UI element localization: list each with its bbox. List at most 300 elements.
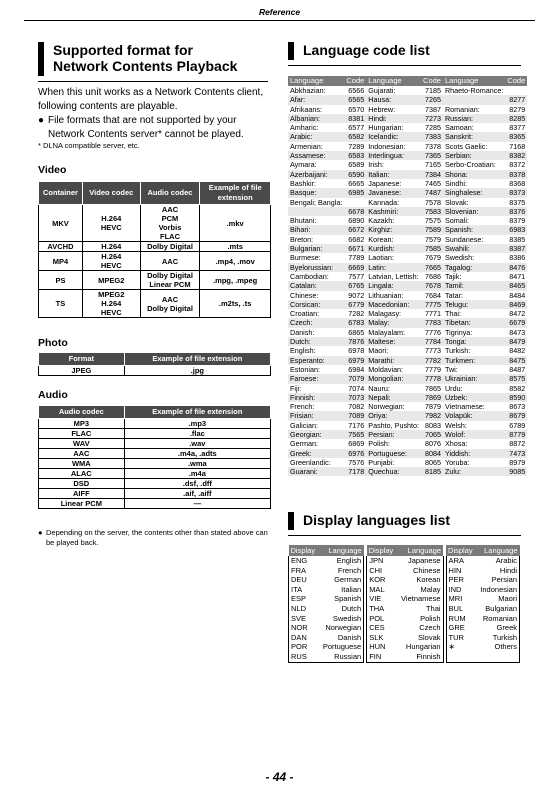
table-row xyxy=(288,318,527,327)
display-code: BUL xyxy=(446,604,476,614)
table-row xyxy=(288,216,527,225)
language-code: 6789 xyxy=(509,420,526,430)
language-code: 7686 xyxy=(424,271,441,281)
language-code: 7789 xyxy=(348,253,365,263)
display-language: Arabic xyxy=(476,556,519,566)
table-cell: JPEG xyxy=(39,366,125,376)
language-name: Macedonian: xyxy=(366,300,421,309)
language-name: Faroese: xyxy=(288,374,344,383)
language-code xyxy=(344,198,366,207)
table-row xyxy=(289,585,520,595)
language-name: Corsican: xyxy=(288,300,344,309)
display-language: English xyxy=(319,556,364,566)
heading-bar xyxy=(288,42,294,60)
language-code: 6985 xyxy=(344,188,366,197)
display-code: HUN xyxy=(367,642,397,652)
display-language: Norwegian xyxy=(319,623,364,633)
table-row xyxy=(288,132,527,141)
language-code: 7577 xyxy=(348,271,365,281)
table-row xyxy=(288,384,527,393)
language-name: Amharic: xyxy=(290,123,319,133)
table-cell: AAC xyxy=(39,449,125,459)
heading-bar xyxy=(38,42,44,76)
language-code: 7384 xyxy=(421,170,443,179)
table-row xyxy=(289,652,520,662)
language-name: Urdu: xyxy=(444,383,463,393)
language-code: 8373 xyxy=(505,188,527,197)
display-code: FRA xyxy=(289,566,319,576)
language-name: Shona: xyxy=(443,170,505,179)
display-language: German xyxy=(319,575,364,585)
display-language: Indonesian xyxy=(476,585,519,595)
table-row xyxy=(289,642,520,652)
language-name: Turkish: xyxy=(444,346,471,356)
language-name: Interlingua: xyxy=(366,151,421,160)
table-row xyxy=(288,365,527,374)
language-code: 7074 xyxy=(348,383,365,393)
language-code: 8979 xyxy=(509,457,526,467)
language-name: Malayalam: xyxy=(368,327,406,337)
language-code: 7465 xyxy=(424,178,441,188)
language-name: Swedish: xyxy=(444,253,475,263)
language-code: 7089 xyxy=(344,411,366,420)
language-name: Sundanese: xyxy=(444,234,484,244)
language-name: Quechua: xyxy=(366,467,421,476)
table-row xyxy=(289,566,520,576)
language-name: Japanese: xyxy=(368,178,402,188)
table-row xyxy=(288,346,527,355)
language-code: 6590 xyxy=(344,170,366,179)
bullet-note xyxy=(38,114,273,142)
language-name: Hindi: xyxy=(366,114,421,123)
language-code: 7579 xyxy=(424,234,441,244)
table-row xyxy=(288,253,527,262)
table-row xyxy=(39,271,271,290)
language-code: 7679 xyxy=(424,253,441,263)
language-name: Russian: xyxy=(443,114,505,123)
table-row xyxy=(288,328,527,337)
language-name: Albanian: xyxy=(288,114,344,123)
language-code: 6765 xyxy=(344,281,366,290)
column-header-display: Display xyxy=(446,545,476,556)
table-cell: TS xyxy=(39,290,83,318)
table-row xyxy=(288,105,527,114)
language-code: 7585 xyxy=(421,244,443,253)
language-code: 8381 xyxy=(344,114,366,123)
language-name: Mongolian: xyxy=(366,374,421,383)
language-code: 8482 xyxy=(509,346,526,356)
language-code: 7285 xyxy=(424,123,441,133)
language-code: 7473 xyxy=(505,449,527,458)
language-name: Thai: xyxy=(444,309,461,319)
footnote: * DLNA compatible server, etc. xyxy=(38,141,140,150)
table-cell: MPEG2 H.264 HEVC xyxy=(82,290,140,318)
table-row xyxy=(288,160,527,169)
table-cell: H.264 xyxy=(82,242,140,252)
table-row xyxy=(289,623,520,633)
column-header-language: Language xyxy=(366,76,421,86)
display-language: Czech xyxy=(397,623,443,633)
table-row xyxy=(288,393,527,402)
table-cell: H.264 HEVC xyxy=(82,252,140,271)
language-name: Greek: xyxy=(288,449,344,458)
language-name: Bhutani: xyxy=(290,216,317,226)
language-name: Catalan: xyxy=(288,281,344,290)
section-heading-display-languages xyxy=(288,512,521,530)
table-cell: .m4a xyxy=(124,469,270,479)
language-code: 7678 xyxy=(421,281,443,290)
display-language: Persian xyxy=(476,575,519,585)
bullet-icon: ● xyxy=(38,528,43,537)
display-language: Slovak xyxy=(397,633,443,643)
display-code: SVE xyxy=(289,614,319,624)
language-code: 6979 xyxy=(344,356,366,365)
language-code: 8387 xyxy=(505,244,527,253)
table-row xyxy=(288,421,527,430)
language-code: 7079 xyxy=(344,374,366,383)
table-row xyxy=(288,337,527,346)
language-name: Volapük: xyxy=(443,411,505,420)
display-language: Spanish xyxy=(319,594,364,604)
table-cell: .wma xyxy=(124,459,270,469)
language-code: 7378 xyxy=(424,141,441,151)
table-cell: AAC PCM Vorbis FLAC xyxy=(140,205,200,242)
language-name: Arabic: xyxy=(288,132,344,141)
language-code: 8476 xyxy=(505,263,527,272)
table-row xyxy=(288,263,527,272)
table-cell: .mp3 xyxy=(124,419,270,429)
language-name: Somali: xyxy=(444,216,469,226)
table-cell: .m4a, .adts xyxy=(124,449,270,459)
table-row xyxy=(289,575,520,585)
display-code: ITA xyxy=(289,585,319,595)
table-row xyxy=(288,300,527,309)
table-header-row xyxy=(288,76,527,86)
language-code: 8379 xyxy=(509,216,526,226)
display-code: ∗ xyxy=(446,642,476,652)
heading-text: Display languages list xyxy=(303,512,451,528)
table-cell: .mkv xyxy=(200,205,271,242)
table-row xyxy=(288,179,527,188)
language-name: Maori: xyxy=(368,346,389,356)
table-cell: WMA xyxy=(39,459,125,469)
language-name: Tatar: xyxy=(444,290,463,300)
language-code: 7082 xyxy=(348,402,365,412)
language-name: Laotian: xyxy=(368,253,394,263)
table-cell: .mpg, .mpeg xyxy=(200,271,271,290)
language-name: Lingala: xyxy=(366,281,421,290)
language-code: 7782 xyxy=(421,356,443,365)
language-name: Rhaeto-Romance: xyxy=(444,86,504,95)
language-code: 7589 xyxy=(421,225,443,234)
language-code: 7168 xyxy=(509,141,526,151)
table-cell: Dolby Digital xyxy=(140,242,200,252)
language-name: Bengali; Bangla: xyxy=(290,197,343,207)
language-name: English: xyxy=(290,346,316,356)
language-code: 7778 xyxy=(421,374,443,383)
table-row xyxy=(288,170,527,179)
table-cell: .flac xyxy=(124,429,270,439)
language-code: 7176 xyxy=(348,420,365,430)
table-cell: FLAC xyxy=(39,429,125,439)
language-name: German: xyxy=(290,439,318,449)
table-row xyxy=(289,594,520,604)
table-cell: .m2ts, .ts xyxy=(200,290,271,318)
language-code: 8277 xyxy=(505,95,527,104)
table-header-row xyxy=(39,406,271,419)
language-code: 7783 xyxy=(421,318,443,327)
language-name: Telugu: xyxy=(443,300,505,309)
language-name: Hausa: xyxy=(366,95,421,104)
language-name: Norwegian: xyxy=(368,402,405,412)
heading-bar xyxy=(288,512,294,530)
language-name: Kurdish: xyxy=(366,244,421,253)
language-code: 7583 xyxy=(421,207,443,216)
language-code: 8185 xyxy=(421,467,443,476)
language-code: 6983 xyxy=(505,225,527,234)
table-row xyxy=(39,439,271,449)
language-name: Ukrainian: xyxy=(443,374,505,383)
language-name: Tonga: xyxy=(443,337,505,346)
running-header: Reference xyxy=(258,7,301,17)
bullet-icon: ● xyxy=(38,115,45,126)
display-code: CHI xyxy=(367,566,397,576)
language-name: Zulu: xyxy=(443,467,505,476)
display-language: Greek xyxy=(476,623,519,633)
language-code: 7073 xyxy=(344,393,366,402)
language-code: 6682 xyxy=(348,234,365,244)
column-header: Example of file extension xyxy=(124,406,270,419)
language-name: Korean: xyxy=(368,234,394,244)
photo-label: Photo xyxy=(38,337,68,349)
display-language: Dutch xyxy=(319,604,364,614)
display-language: Vietnamese xyxy=(397,594,443,604)
table-row xyxy=(289,614,520,624)
language-code: 6865 xyxy=(348,327,365,337)
section-heading-language-code xyxy=(288,42,521,60)
table-row xyxy=(288,95,527,104)
language-code: 6669 xyxy=(344,263,366,272)
display-code: KOR xyxy=(367,575,397,585)
table-cell: — xyxy=(124,499,270,509)
display-code: MRI xyxy=(446,594,476,604)
language-code: 6671 xyxy=(344,244,366,253)
language-code: 8377 xyxy=(509,123,526,133)
language-code: 8575 xyxy=(505,374,527,383)
language-code: 7487 xyxy=(421,188,443,197)
language-code: 7576 xyxy=(348,457,365,467)
column-header-language: Language xyxy=(443,76,505,86)
language-name: Vietnamese: xyxy=(444,402,485,412)
language-code: 6678 xyxy=(344,207,366,216)
display-language: Italian xyxy=(319,585,364,595)
table-cell: MKV xyxy=(39,205,83,242)
table-row xyxy=(39,419,271,429)
language-name: Twi: xyxy=(444,364,458,374)
language-code: 7265 xyxy=(421,95,443,104)
display-language: Thai xyxy=(397,604,443,614)
language-name: Czech: xyxy=(288,318,344,327)
heading-underline xyxy=(38,81,268,82)
language-code: 6679 xyxy=(505,318,527,327)
language-code: 7185 xyxy=(424,86,441,95)
video-label: Video xyxy=(38,164,67,176)
table-row xyxy=(39,205,271,242)
language-name: Oriya: xyxy=(366,411,421,420)
display-code: GRE xyxy=(446,623,476,633)
table-row xyxy=(289,604,520,614)
table-row xyxy=(288,114,527,123)
language-name: French: xyxy=(290,402,315,412)
table-cell: .aif, .aiff xyxy=(124,489,270,499)
display-code: THA xyxy=(367,604,397,614)
language-name: Welsh: xyxy=(444,420,467,430)
display-code: POR xyxy=(289,642,319,652)
language-name: Tibetan: xyxy=(443,318,505,327)
table-cell: MP4 xyxy=(39,252,83,271)
language-code: 8065 xyxy=(424,457,441,467)
table-row xyxy=(288,467,527,476)
display-language: Malay xyxy=(397,585,443,595)
language-code: 7776 xyxy=(424,327,441,337)
column-header-code: Code xyxy=(346,76,365,85)
language-name: Tamil: xyxy=(443,281,505,290)
language-name: Slovak: xyxy=(444,197,469,207)
heading-text: Language code list xyxy=(303,42,430,58)
language-name: Kashmiri: xyxy=(366,207,421,216)
language-name: Persian: xyxy=(366,430,421,439)
language-code: 8279 xyxy=(509,104,526,114)
display-language: Hindi xyxy=(476,566,519,576)
language-name: Slovenian: xyxy=(443,207,505,216)
column-header: Audio codec xyxy=(39,406,125,419)
table-cell: WAV xyxy=(39,439,125,449)
heading-line-1: Supported format for xyxy=(53,42,193,58)
language-name: Greenlandic: xyxy=(290,457,331,467)
bottom-note xyxy=(38,528,270,548)
table-row xyxy=(288,411,527,420)
column-header: Video codec xyxy=(82,182,140,205)
language-code: 8679 xyxy=(505,411,527,420)
display-code: DAN xyxy=(289,633,319,643)
language-name: Serbo-Croatian: xyxy=(444,160,496,170)
column-header-language: Language xyxy=(319,545,364,556)
language-name: Galician: xyxy=(290,420,318,430)
language-name: Moldavian: xyxy=(368,364,404,374)
language-code: 6665 xyxy=(348,178,365,188)
display-language: Others xyxy=(476,642,519,652)
language-code: 6672 xyxy=(344,225,366,234)
heading-line-2: Network Contents Playback xyxy=(53,58,238,74)
language-name: Punjabi: xyxy=(368,457,395,467)
language-code-table xyxy=(288,76,527,476)
language-name: Afrikaans: xyxy=(290,104,322,114)
display-code: TUR xyxy=(446,633,476,643)
table-cell: .jpg xyxy=(124,366,270,376)
column-header-code: Code xyxy=(507,76,526,85)
display-language: Portuguese xyxy=(319,642,364,652)
language-name: Chinese: xyxy=(290,290,319,300)
table-row xyxy=(288,225,527,234)
language-name: Icelandic: xyxy=(366,132,421,141)
language-name: Polish: xyxy=(368,439,390,449)
section-heading-network-playback xyxy=(38,42,268,76)
language-code: 7575 xyxy=(424,216,441,226)
table-row xyxy=(288,356,527,365)
language-code: 7869 xyxy=(421,393,443,402)
language-name: Hungarian: xyxy=(368,123,404,133)
language-code: 6577 xyxy=(348,123,365,133)
language-name: Breton: xyxy=(290,234,314,244)
language-code: 8779 xyxy=(505,430,527,439)
table-cell: AIFF xyxy=(39,489,125,499)
language-code: 8487 xyxy=(509,364,526,374)
language-name: Kazakh: xyxy=(368,216,395,226)
display-code: VIE xyxy=(367,594,397,604)
table-row xyxy=(289,633,520,643)
language-name: Romanian: xyxy=(444,104,480,114)
language-name: Estonian: xyxy=(290,364,320,374)
column-header: Format xyxy=(39,353,125,366)
table-header-row xyxy=(39,182,271,205)
display-language: Maori xyxy=(476,594,519,604)
table-header-row xyxy=(289,545,520,556)
language-code: 6890 xyxy=(348,216,365,226)
table-row xyxy=(288,207,527,216)
photo-format-table xyxy=(38,352,271,376)
language-code: 7771 xyxy=(424,309,441,319)
display-language: Bulgarian xyxy=(476,604,519,614)
column-header-display: Display xyxy=(367,545,397,556)
language-name: Malay: xyxy=(366,318,421,327)
language-code: 7365 xyxy=(421,151,443,160)
language-name: Yiddish: xyxy=(443,449,505,458)
language-code: 7565 xyxy=(344,430,366,439)
language-name: Afar: xyxy=(288,95,344,104)
language-code: 8076 xyxy=(424,439,441,449)
language-code: 6783 xyxy=(344,318,366,327)
display-code: ARA xyxy=(446,556,476,566)
audio-label: Audio xyxy=(38,389,68,401)
table-row xyxy=(39,459,271,469)
language-code: 7178 xyxy=(344,467,366,476)
table-row xyxy=(39,499,271,509)
language-name: Byelorussian: xyxy=(288,263,344,272)
display-code: ESP xyxy=(289,594,319,604)
language-code: 7289 xyxy=(348,141,365,151)
display-code: HIN xyxy=(446,566,476,576)
display-code: POL xyxy=(367,614,397,624)
heading-text xyxy=(53,42,237,76)
language-code: 8378 xyxy=(505,170,527,179)
table-row xyxy=(39,479,271,489)
display-language: Danish xyxy=(319,633,364,643)
heading-underline xyxy=(288,535,521,536)
language-code: 7775 xyxy=(421,300,443,309)
table-row xyxy=(288,309,527,318)
table-row xyxy=(39,489,271,499)
table-row xyxy=(288,374,527,383)
language-code: 8472 xyxy=(509,309,526,319)
display-language: Hungarian xyxy=(397,642,443,652)
display-code: PER xyxy=(446,575,476,585)
table-row xyxy=(39,429,271,439)
table-row xyxy=(288,198,527,207)
table-row xyxy=(288,291,527,300)
language-code: 7383 xyxy=(421,132,443,141)
language-name: Nepali: xyxy=(366,393,421,402)
table-row xyxy=(288,458,527,467)
